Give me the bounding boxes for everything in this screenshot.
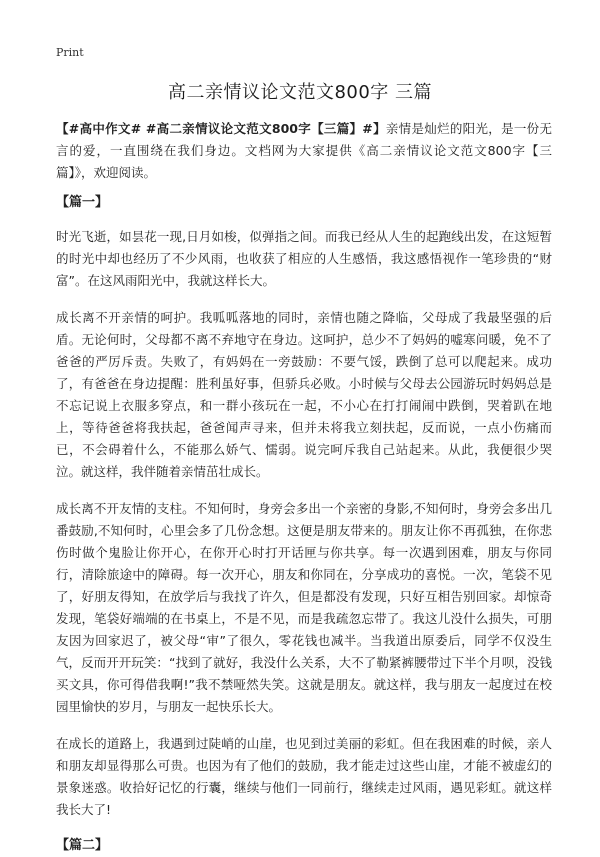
intro-paragraph — [56, 118, 552, 184]
intro-tag: 【#高中作文# #高二亲情议论文范文800字【三篇】#】 — [56, 121, 386, 136]
page-title: 高二亲情议论文范文800字 三篇 — [167, 82, 433, 103]
body-paragraph: 时光飞逝，如昙花一现,日月如梭，似弹指之间。而我已经从人生的起跑线出发，在这短暂的时光中却也经历了不少风雨，也收获了相应的人生感悟，我这感悟视作一笔珍贵的“财富”。在这风雨阳光中，我就这样长大。 — [56, 229, 552, 288]
intro-text: 亲情是灿烂的阳光，是一份无言的爱，一直围绕在我们身边。文档网为大家提供《高二亲情议论文范文800字【三篇】》，欢迎阅读。 — [56, 121, 552, 180]
article-body — [56, 118, 552, 857]
section-heading-1: 【篇一】 — [56, 195, 109, 210]
body-paragraph: 在成长的道路上，我遇到过陡峭的山崖，也见到过美丽的彩虹。但在我困难的时候，亲人和朋友却显得那么可贵。也因为有了他们的鼓励，我才能走过这些山崖，才能不被虚幻的景象迷惑。收拾好记忆的行囊，继续与他们一同前行，继续走过风雨，遇见彩虹。就这样我长大了! — [56, 736, 552, 817]
body-paragraph: 成长离不开友情的支柱。不知何时，身旁会多出一个亲密的身影,不知何时，身旁会多出几番鼓励,不知何时，心里会多了几份念想。这便是朋友带来的。朋友让你不再孤独，在你悲伤时做个鬼脸让你开心，在你开心时打开话匣与你共享。每一次遇到困难，朋友与你同行，清除旅途中的障碍。每一次开心，朋友和你同在，分享成功的喜悦。一次，笔袋不见了，好朋友得知，在放学后与我找了许久，但是都没有发现，只好互相告别回家。却惊奇发现，笔袋好端端的在书桌上，不是不见，而是我疏忽忘带了。我这儿没什么损失，可朋友因为回家迟了，被父母“审”了很久，零花钱也减半。当我道出原委后，同学不仅没生气，反而开开玩笑：“找到了就好，我没什么关系，大不了勒紧裤腰带过下半个月呗，没钱买文具，你可得借我啊!”我不禁哑然失笑。这就是朋友。就这样，我与朋友一起度过在校园里愉快的岁月，与朋友一起快乐长大。 — [56, 501, 552, 714]
print-link[interactable]: Print — [56, 46, 84, 59]
section-heading-2: 【篇二】 — [56, 838, 109, 853]
body-paragraph: 成长离不开亲情的呵护。我呱呱落地的同时，亲情也随之降临，父母成了我最坚强的后盾。无论何时，父母都不离不弃地守在身边。这呵护，总少不了妈妈的嘘寒问暖，免不了爸爸的严厉斥责。失败了，有妈妈在一旁鼓励：不要气馁，跌倒了总可以爬起来。成功了，有爸爸在身边提醒：胜利虽好事，但骄兵必败。小时候与父母去公园游玩时妈妈总是不忘记说上衣服多穿点，和一群小孩玩在一起，不小心在打打闹闹中跌倒，哭着趴在地上，等待爸爸将我扶起，爸爸闻声寻来，但并未将我立刻扶起，反而说，一点小伤痛而已，不会碍着什么，不能那么娇气、懦弱。说完呵斥我自己站起来。从此，我便很少哭泣。就这样，我伴随着亲情茁壮成长。 — [56, 310, 552, 479]
